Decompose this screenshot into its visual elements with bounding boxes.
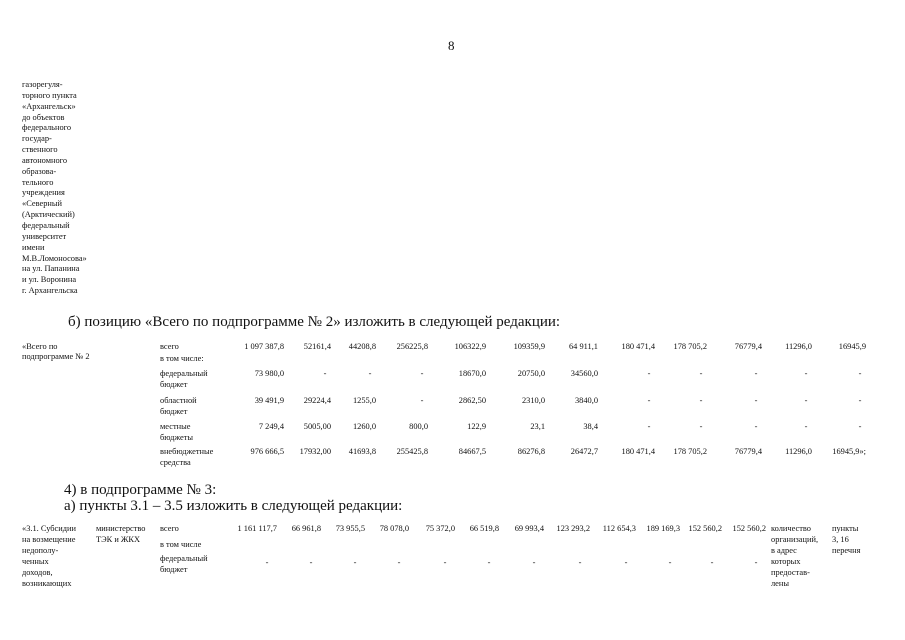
left-column-text [22,80,87,297]
table1-cell: 20750,0 [517,369,545,378]
table2-cell: 112 654,3 [602,524,636,533]
table1-source-label: внебюджетные [160,447,214,456]
table2-source-label: всего [160,524,179,533]
table1-cell: - [647,369,651,378]
left-column-line: учреждения [22,188,65,198]
table2-cell: 75 372,0 [425,524,455,533]
table2-cell: 189 169,3 [646,524,680,533]
table1-cell: 800,0 [409,422,428,431]
table1-cell: - [647,396,651,405]
table2-cell: 66 519,8 [469,524,499,533]
table1-cell: 106322,9 [454,342,486,351]
table2-cell: - [578,558,582,567]
table1-cell: - [804,369,808,378]
table1-cell: 16945,9»; [832,447,866,456]
table1-cell: 178 705,2 [673,342,707,351]
left-column-line: и ул. Воронина [22,275,77,285]
left-column-line: образова- [22,166,57,176]
table2-cell: 73 955,5 [335,524,365,533]
table2-result-indicator: которых [771,556,801,566]
table1-cell: 2862,50 [458,396,486,405]
left-column-line: М.В.Ломоносова» [22,253,87,263]
table2-cell: - [443,558,447,567]
table2-item-name: на возмещение [22,534,76,544]
table2-cell: - [710,558,714,567]
table1-source-label: федеральный [160,369,208,378]
table1-cell: - [754,422,758,431]
table1-cell: 3840,0 [574,396,598,405]
table1-cell: - [804,422,808,431]
table1-cell: - [420,369,424,378]
table1-cell: 76779,4 [734,342,762,351]
left-column-line: торного пункта [22,90,77,100]
table1-cell: 39 491,9 [254,396,284,405]
left-column-line: федерального [22,123,72,133]
table1-cell: - [858,396,862,405]
table1-source-label: средства [160,457,191,467]
table1-cell: 34560,0 [570,369,598,378]
table1-cell: - [699,396,703,405]
table2-responsible: ТЭК и ЖКХ [96,534,141,544]
left-column-line: университет [22,231,67,241]
page-number: 8 [448,38,455,53]
table1-label-line2: подпрограмме № 2 [22,352,90,362]
table2-reference: 3, 16 [832,534,849,544]
left-column-line: до объектов [22,112,65,122]
table2-item-name: «3.1. Субсидии [22,524,76,533]
table1-cell: 122,9 [467,422,486,431]
table1-source-label: местные [160,422,191,431]
table2-item-name: возникающих [22,578,72,588]
table2-cell: 152 560,2 [732,524,766,533]
table2-result-indicator: количество [771,524,811,533]
table2-cell: - [668,558,672,567]
table2-cell: - [487,558,491,567]
table1-source-label: бюджет [160,406,188,416]
table1-cell: 86276,8 [517,447,545,456]
table1-cell: 180 471,4 [621,447,655,456]
table2-item-name: недополу- [22,545,59,555]
left-column-line: «Архангельск» [22,101,76,111]
table1-cell: 38,4 [583,422,598,431]
table1-cell: 1255,0 [352,396,376,405]
table2-reference: пункты [832,524,859,533]
table1-cell: - [754,369,758,378]
table1-cell: 11296,0 [785,342,812,351]
heading-b: б) позицию «Всего по подпрограмме № 2» изложить в следующей редакции: [68,314,561,330]
table1-cell: - [368,369,372,378]
table2-item-name: ченных [22,556,49,566]
table1-cell: - [754,396,758,405]
table1-cell: 41693,8 [348,447,376,456]
left-column-line: «Северный [22,199,62,209]
table2-cell: 78 078,0 [379,524,409,533]
table1-cell: - [323,369,327,378]
table1-cell: 52161,4 [303,342,331,351]
table2-result-indicator: организаций, [771,534,819,544]
table1-cell: 84667,5 [458,447,486,456]
left-column-line: на ул. Папанина [22,264,80,274]
table1-cell: - [699,369,703,378]
table1-cell: 18670,0 [458,369,486,378]
table1-cell: 1 097 387,8 [244,342,284,351]
table1-cell: 73 980,0 [254,369,284,378]
left-column-line: тельного [22,177,54,187]
table1-source-label: в том числе: [160,354,204,363]
table2-source-label: бюджет [160,564,188,574]
table1-cell: 255425,8 [396,447,428,456]
table1-cell: 180 471,4 [621,342,655,351]
heading-4: 4) в подпрограмме № 3: [64,482,217,498]
table1-cell: - [699,422,703,431]
table1-cell: 17932,00 [299,447,331,456]
left-column-line: федеральный [22,220,70,230]
table2-cell: 69 993,4 [514,524,544,533]
table1-cell: - [420,396,424,405]
table2-cell: - [397,558,401,567]
table2-cell: 1 161 117,7 [237,524,277,533]
table2-cell: - [309,558,313,567]
table2-result-indicator: лены [771,578,790,588]
table1-cell: - [858,422,862,431]
table1-cell: 976 666,5 [250,447,284,456]
table2-reference: перечня [832,545,861,555]
table1-cell: 11296,0 [785,447,812,456]
table1-cell: 76779,4 [734,447,762,456]
table1-cell: - [804,396,808,405]
left-column-line: г. Архангельска [22,286,78,296]
table1-cell: 7 249,4 [258,422,284,431]
table2-cell: - [624,558,628,567]
table1-cell: 29224,4 [303,396,331,405]
table2-cell: 152 560,2 [688,524,722,533]
table1-cell: 44208,8 [348,342,376,351]
table1-cell: - [647,422,651,431]
table1-cell: 16945,9 [838,342,866,351]
table2-cell: - [754,558,758,567]
table1-cell: 2310,0 [521,396,545,405]
table2-cell: - [353,558,357,567]
table2-source-label: в том числе [160,540,202,549]
left-column-line: ственного [22,145,58,155]
left-column-line: имени [22,242,45,252]
table1-cell: - [858,369,862,378]
table2-cell: 123 293,2 [556,524,590,533]
table1-label-line1: «Всего по [22,342,58,351]
left-column-line: (Арктический) [22,210,75,220]
table1-source-label: бюджет [160,379,188,389]
table1-cell: 23,1 [530,422,545,431]
table1-cell: 5005,00 [303,422,331,431]
table1-cell: 1260,0 [352,422,376,431]
left-column-line: государ- [22,134,52,144]
heading-a: а) пункты 3.1 – 3.5 изложить в следующей редакции: [64,498,403,514]
table2-result-indicator: предостав- [771,567,810,577]
table2-responsible: министерство [96,524,146,533]
table1-cell: 64 911,1 [568,342,598,351]
table1-cell: 178 705,2 [673,447,707,456]
table1-source-label: всего [160,342,179,351]
left-column-line: автономного [22,155,68,165]
table1-label [22,342,90,363]
table1-source-label: областной [160,396,197,405]
table2-item-name: доходов, [22,567,53,577]
left-column-line: газорегуля- [22,80,63,89]
table2-result-indicator: в адрес [771,545,797,555]
table2-cell: - [265,558,269,567]
table1-cell: 256225,8 [396,342,428,351]
table1-source-label: бюджеты [160,432,194,442]
table2-source-label: федеральный [160,554,208,563]
table1-cell: 26472,7 [570,447,598,456]
table1-cell: 109359,9 [513,342,545,351]
table2-cell: 66 961,8 [291,524,321,533]
table2-cell: - [532,558,536,567]
